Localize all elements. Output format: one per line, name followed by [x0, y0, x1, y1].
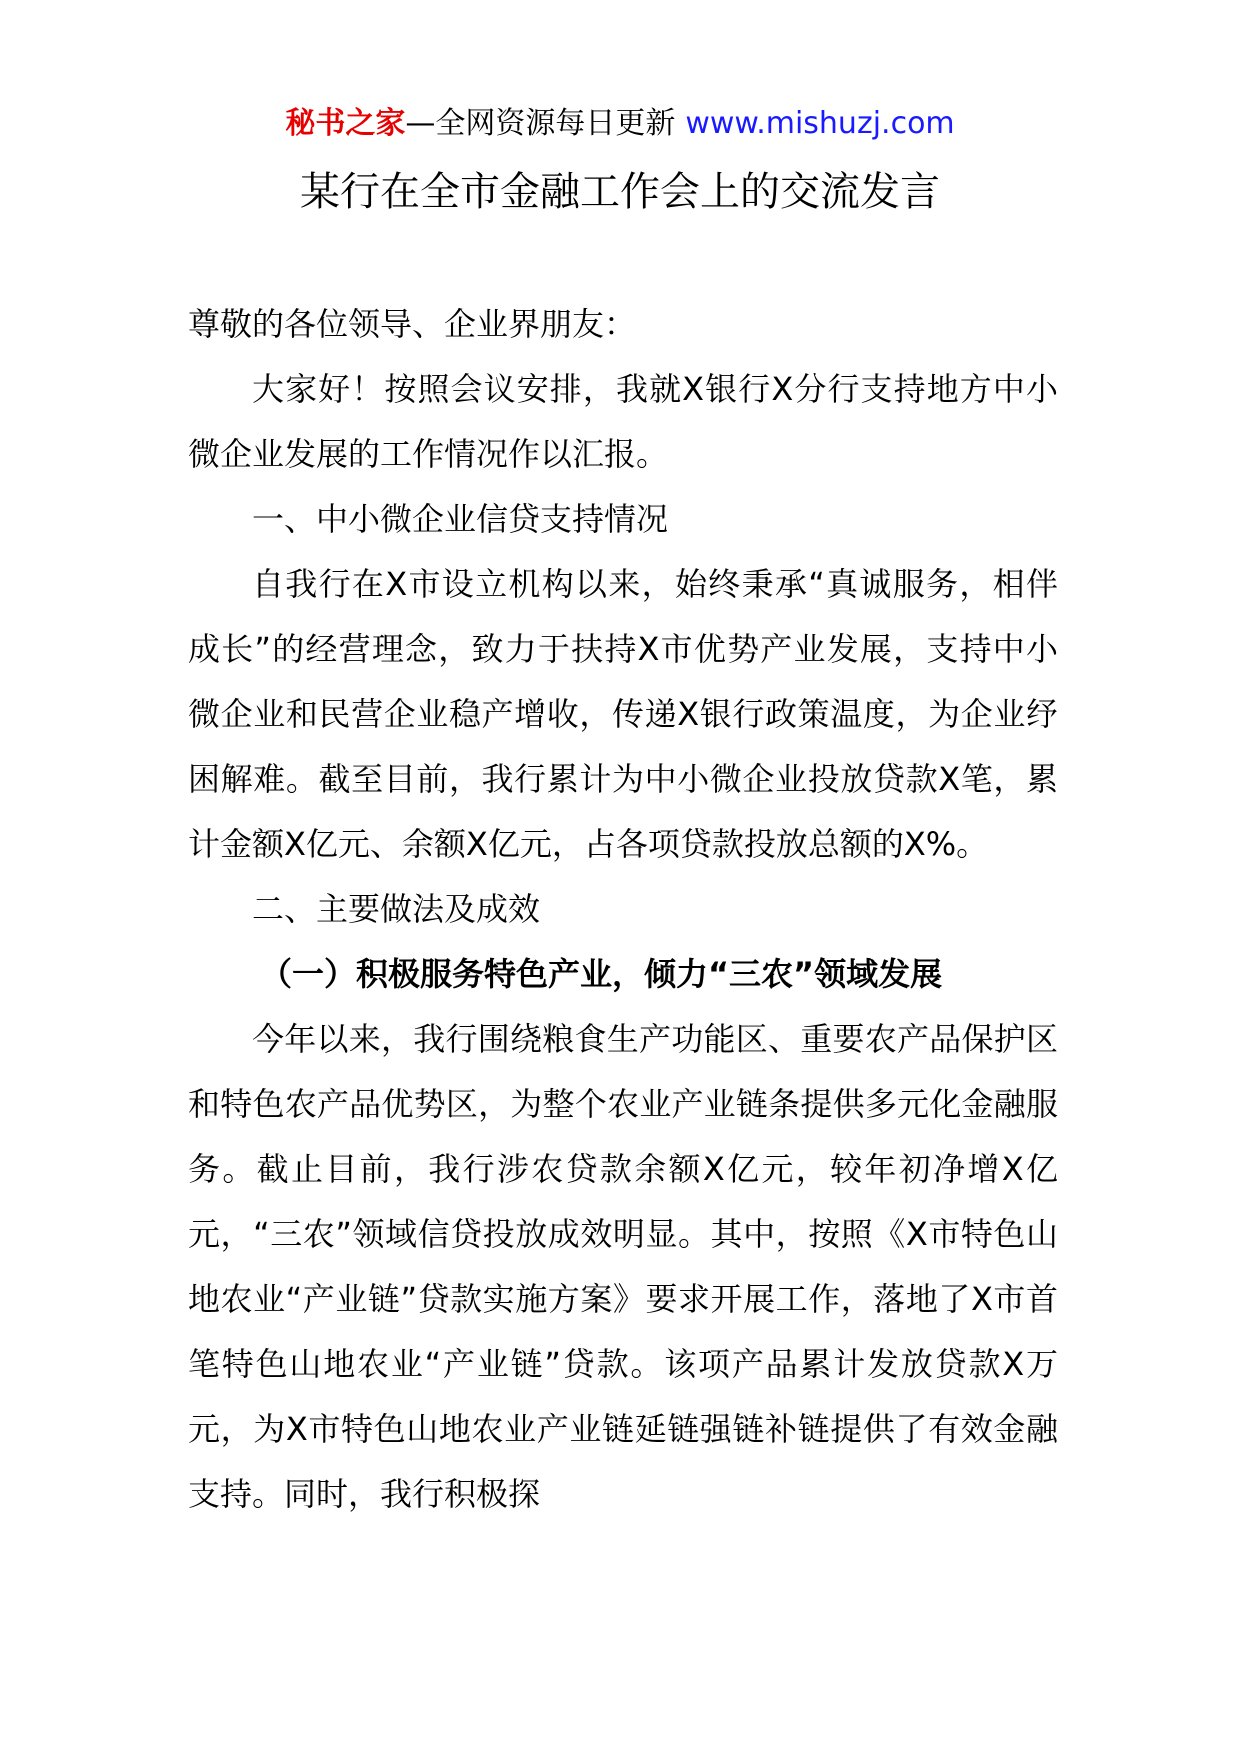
document-title: 某行在全市金融工作会上的交流发言 — [300, 169, 940, 215]
paragraph-credit-support: 自我行在X市设立机构以来，始终秉承“真诚服务，相伴成长”的经营理念，致力于扶持X市优势产业发展，支持中小微企业和民营企业稳产增收，传递X银行政策温度，为企业纾困解难。截至目前，我行累计为中小微企业投放贷款X笔，累计金额X亿元、余额X亿元，占各项贷款投放总额的X%。 — [188, 565, 1058, 863]
section-heading-2: 二、主要做法及成效 — [252, 890, 541, 928]
subsection-heading-1: （一）积极服务特色产业，倾力“三农”领域发展 — [260, 955, 943, 993]
brand-name: 秘书之家 — [285, 106, 406, 141]
header-tagline: —全网资源每日更新 — [405, 106, 676, 141]
paragraph-agriculture: 今年以来，我行围绕粮食生产功能区、重要农产品保护区和特色农产品优势区，为整个农业产业链条提供多元化金融服务。截止目前，我行涉农贷款余额X亿元，较年初净增X亿元，“三农”领域信贷投放成效明显。其中，按照《X市特色山地农业“产业链”贷款实施方案》要求开展工作，落地了X市首笔特色山地农业“产业链”贷款。该项产品累计发放贷款X万元，为X市特色山地农业产业链延链强链补链提供了有效金融支持。同时，我行积极探 — [188, 1020, 1058, 1513]
paragraph-intro: 大家好！按照会议安排，我就X银行X分行支持地方中小微企业发展的工作情况作以汇报。 — [188, 370, 1058, 473]
salutation: 尊敬的各位领导、企业界朋友： — [188, 305, 637, 343]
site-url-link[interactable]: www.mishuzj.com — [685, 106, 955, 141]
site-header — [0, 101, 1240, 147]
document-body — [188, 292, 1058, 1527]
section-heading-1: 一、中小微企业信贷支持情况 — [252, 500, 669, 538]
